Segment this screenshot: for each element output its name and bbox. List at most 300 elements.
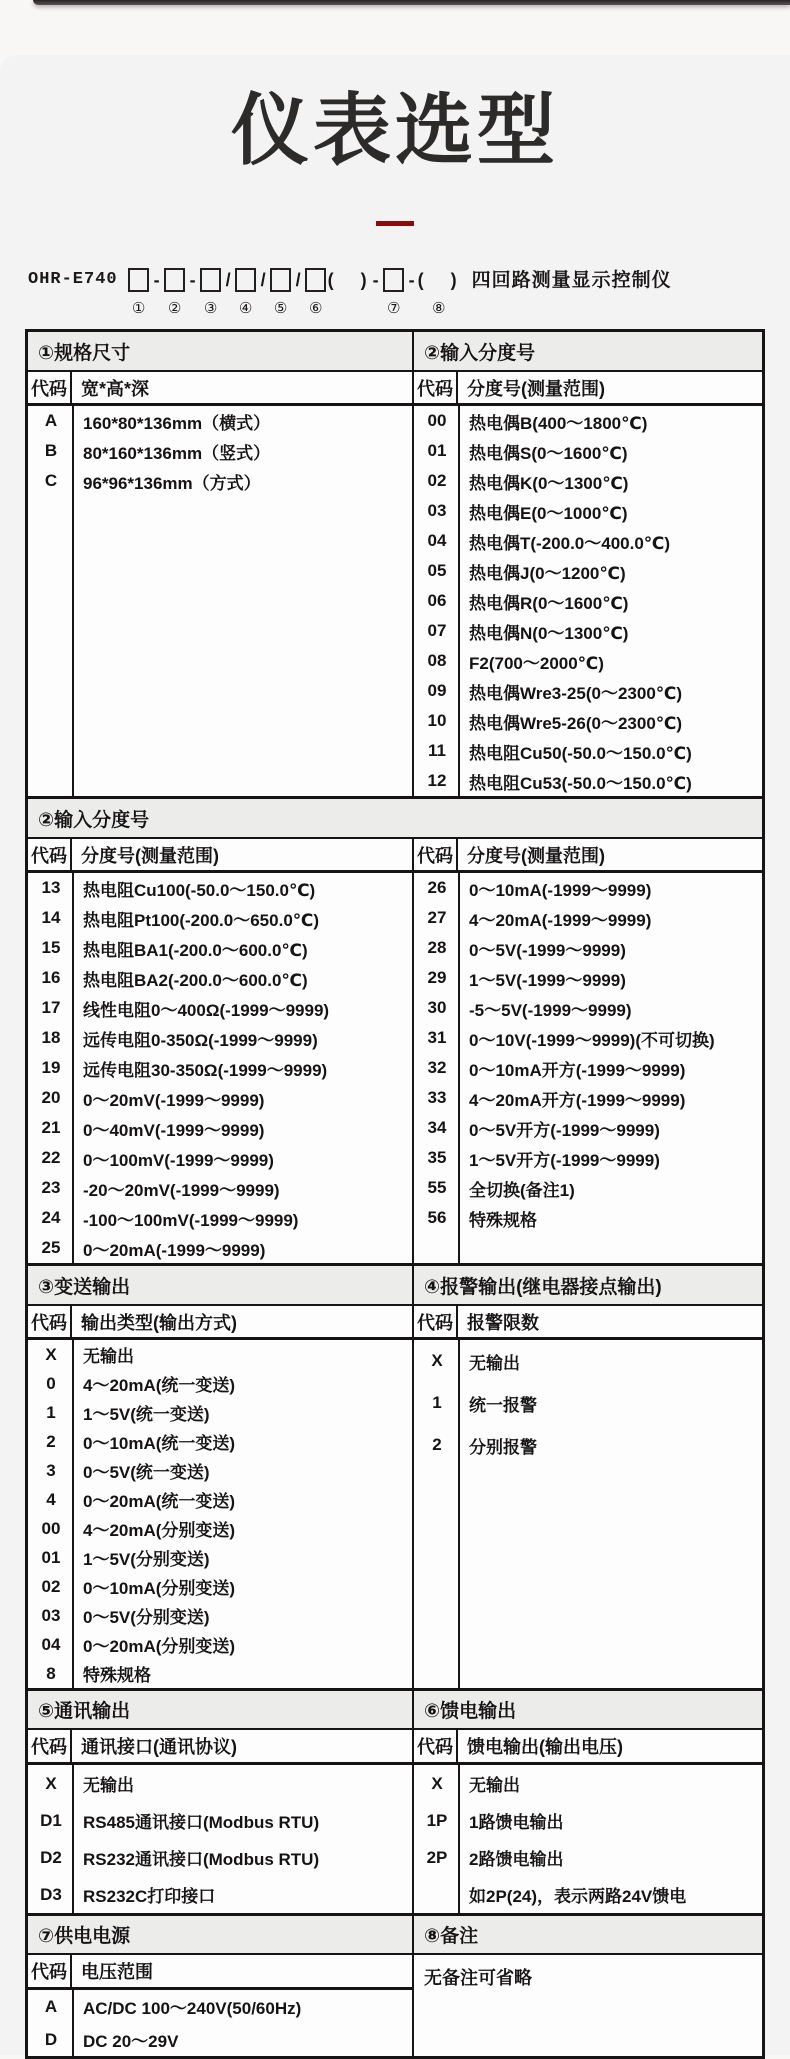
desc-cell: RS232C打印接口 xyxy=(83,1887,216,1906)
code-cell: 02 xyxy=(41,1576,61,1596)
desc-cell: 0～5V(统一变送) xyxy=(83,1463,210,1482)
model-suffix: 四回路测量显示控制仪 xyxy=(471,270,672,291)
column-header-code: 代码 xyxy=(414,372,458,403)
desc-cell: 0～20mA(分别变送) xyxy=(83,1637,236,1656)
table-row xyxy=(414,526,762,556)
panel-body xyxy=(414,1955,762,2056)
desc-cell: 2路馈电输出 xyxy=(469,1850,564,1869)
column-header-row xyxy=(414,372,762,406)
table-row xyxy=(414,1113,762,1143)
model-slots xyxy=(127,268,460,316)
code-cell: X xyxy=(431,1773,443,1793)
desc-cell: 96*96*136mm（方式） xyxy=(83,473,261,493)
column-divider xyxy=(458,1340,460,1688)
desc-cell: F2(700～2000℃) xyxy=(469,653,604,673)
model-code-box xyxy=(164,268,185,292)
desc-cell: 4～20mA(统一变送) xyxy=(83,1376,236,1395)
model-paren: ( ) xyxy=(327,270,370,290)
table-row xyxy=(28,873,412,903)
desc-cell: 热电阻Pt100(-200.0～650.0℃) xyxy=(83,910,320,930)
table-row xyxy=(414,1173,762,1203)
table-row xyxy=(28,933,412,963)
model-code-box xyxy=(128,268,149,292)
model-prefix: OHR-E740 xyxy=(28,270,118,289)
desc-cell: 无输出 xyxy=(83,1776,134,1795)
panel-right xyxy=(414,372,762,796)
desc-cell: 4～20mA(分别变送) xyxy=(83,1521,236,1540)
table-row xyxy=(28,1839,412,1876)
accent-dash xyxy=(376,221,414,226)
section-title: ⑥馈电输出 xyxy=(424,1701,517,1722)
panel-right xyxy=(414,839,762,1263)
column-divider xyxy=(458,1765,460,1913)
column-header-code: 代码 xyxy=(28,839,72,870)
desc-cell: 热电偶E(0～1000℃) xyxy=(469,503,628,523)
section-title: ⑤通讯输出 xyxy=(28,1691,414,1728)
desc-cell: 特殊规格 xyxy=(83,1666,151,1685)
table-row xyxy=(414,873,762,903)
column-header-row xyxy=(414,839,762,873)
code-cell: 14 xyxy=(41,908,61,927)
desc-cell: 1路馈电输出 xyxy=(469,1813,564,1832)
panel-body xyxy=(414,1765,762,1913)
column-header-code: 代码 xyxy=(28,1306,72,1337)
code-cell: A xyxy=(44,411,58,430)
column-header-row xyxy=(28,1730,412,1765)
code-cell: 04 xyxy=(41,1634,61,1654)
section-title-row xyxy=(28,332,762,372)
code-cell: 06 xyxy=(427,591,447,610)
desc-cell: 无输出 xyxy=(83,1347,134,1366)
code-cell: 27 xyxy=(427,908,447,927)
code-cell: 34 xyxy=(427,1118,447,1137)
model-marker: ⑥ xyxy=(308,300,323,317)
code-cell: 33 xyxy=(427,1088,447,1107)
model-slot xyxy=(199,268,223,316)
panel-left xyxy=(28,1306,414,1688)
table-row xyxy=(28,2023,412,2056)
model-code-box xyxy=(383,268,404,292)
panel-body xyxy=(28,406,412,796)
desc-cell: 分别报警 xyxy=(469,1437,537,1457)
code-cell: 30 xyxy=(427,998,447,1017)
column-header-desc: 宽*高*深 xyxy=(81,378,150,399)
desc-cell: 0～5V(-1999～9999) xyxy=(469,940,626,960)
desc-cell: 0～20mV(-1999～9999) xyxy=(83,1090,265,1110)
code-cell: 29 xyxy=(427,968,447,987)
column-header-code: 代码 xyxy=(28,1955,72,1987)
table-row xyxy=(28,1659,412,1688)
table-row xyxy=(414,1802,762,1839)
column-header-desc: 分度号(测量范围) xyxy=(81,845,219,866)
code-cell: 0 xyxy=(46,1373,56,1393)
code-cell: 21 xyxy=(41,1118,61,1137)
code-cell: 2P xyxy=(426,1847,448,1867)
desc-cell: 热电偶Wre3-25(0～2300℃) xyxy=(469,683,683,703)
desc-cell: 热电阻Cu100(-50.0～150.0℃) xyxy=(83,880,316,900)
code-cell: 07 xyxy=(427,621,447,640)
table-row xyxy=(414,1765,762,1802)
desc-cell: 4～20mA开方(-1999～9999) xyxy=(469,1090,686,1110)
code-cell: 56 xyxy=(427,1208,447,1227)
table-row xyxy=(414,736,762,766)
panel-body xyxy=(414,1340,762,1688)
desc-cell: 0～10mA(统一变送) xyxy=(83,1434,236,1453)
desc-cell: 0～10V(-1999～9999)(不可切换) xyxy=(469,1030,715,1050)
note-cell: 无备注可省略 xyxy=(424,1968,532,1988)
table-row xyxy=(414,1083,762,1113)
code-cell: 10 xyxy=(427,711,447,730)
panel-body xyxy=(28,1990,412,2056)
code-cell: 32 xyxy=(427,1058,447,1077)
table-row xyxy=(28,993,412,1023)
desc-cell: 热电偶K(0～1300℃) xyxy=(469,473,629,493)
desc-cell: 特殊规格 xyxy=(469,1210,537,1230)
column-divider xyxy=(72,1990,74,2056)
table-row xyxy=(28,1876,412,1913)
desc-cell: 远传电阻30-350Ω(-1999～9999) xyxy=(83,1060,328,1080)
code-cell: 15 xyxy=(41,938,61,957)
table-row xyxy=(414,903,762,933)
section-title-row xyxy=(28,1688,762,1730)
code-cell: 00 xyxy=(41,1518,61,1538)
section-body xyxy=(28,1955,762,2056)
code-cell: 03 xyxy=(427,501,447,520)
section-title: ⑦供电电源 xyxy=(28,1916,414,1953)
table-row xyxy=(28,1113,412,1143)
section-title: ④报警输出(继电器接点输出) xyxy=(424,1276,662,1298)
column-header-desc: 报警限数 xyxy=(467,1312,539,1333)
table-row xyxy=(414,466,762,496)
table-row xyxy=(414,1203,762,1233)
code-cell: 2 xyxy=(432,1435,442,1454)
panel-left xyxy=(28,1730,414,1913)
table-row xyxy=(28,1514,412,1543)
table-row xyxy=(414,646,762,676)
desc-cell: 无输出 xyxy=(469,1776,520,1795)
code-cell: 04 xyxy=(427,531,447,550)
table-row xyxy=(28,1601,412,1630)
panel-body xyxy=(28,873,412,1263)
panel-left xyxy=(28,839,414,1263)
desc-cell: -20～20mV(-1999～9999) xyxy=(83,1180,280,1200)
desc-cell: 热电偶N(0～1300℃) xyxy=(469,623,629,643)
code-cell: 24 xyxy=(41,1208,61,1227)
code-cell: 01 xyxy=(41,1547,61,1567)
code-cell: A xyxy=(44,1996,58,2016)
table-row xyxy=(414,556,762,586)
desc-cell: 0～20mA(统一变送) xyxy=(83,1492,236,1511)
code-cell: 25 xyxy=(41,1238,61,1257)
code-cell: 00 xyxy=(427,411,447,430)
code-cell: 11 xyxy=(428,741,446,760)
desc-cell: RS485通讯接口(Modbus RTU) xyxy=(83,1813,320,1832)
code-cell: 31 xyxy=(427,1028,447,1047)
desc-cell: 无输出 xyxy=(469,1353,520,1373)
column-header-desc: 馈电输出(输出电压) xyxy=(467,1737,623,1757)
desc-cell: 160*80*136mm（横式） xyxy=(83,413,271,433)
code-cell: 2 xyxy=(46,1431,56,1451)
table-row xyxy=(28,1083,412,1113)
model-marker: ③ xyxy=(203,300,218,317)
code-cell: 26 xyxy=(427,878,447,897)
desc-cell: 热电偶B(400～1800℃) xyxy=(469,413,648,433)
desc-cell: 热电阻BA2(-200.0～600.0℃) xyxy=(83,970,308,990)
column-divider xyxy=(458,406,460,796)
section-title: ②输入分度号 xyxy=(28,796,762,839)
table-row xyxy=(414,1023,762,1053)
table-row xyxy=(28,1630,412,1659)
column-header-code: 代码 xyxy=(28,1730,72,1762)
panel-right xyxy=(414,1306,762,1688)
code-cell: D1 xyxy=(40,1810,62,1830)
desc-cell: 热电偶T(-200.0～400.0℃) xyxy=(469,533,671,553)
column-header-row xyxy=(28,1955,412,1990)
table-row xyxy=(28,1173,412,1203)
model-separator: - xyxy=(408,270,415,290)
table-row xyxy=(414,1839,762,1876)
table-row xyxy=(28,1398,412,1427)
table-row xyxy=(414,766,762,796)
panel-right xyxy=(414,1730,762,1913)
code-cell: D3 xyxy=(40,1884,62,1904)
model-marker: ⑧ xyxy=(431,300,446,317)
model-marker: ⑦ xyxy=(386,300,401,317)
model-code-box xyxy=(235,268,256,292)
table-row xyxy=(414,963,762,993)
section-title-row xyxy=(28,1913,762,1955)
content-card xyxy=(0,55,790,2055)
desc-cell: 热电阻BA1(-200.0～600.0℃) xyxy=(83,940,308,960)
desc-cell: 全切换(备注1) xyxy=(469,1180,575,1200)
column-header-row xyxy=(28,372,412,406)
model-marker: ① xyxy=(131,300,146,317)
table-row xyxy=(28,1233,412,1263)
desc-cell: RS232通讯接口(Modbus RTU) xyxy=(83,1850,320,1869)
column-divider xyxy=(72,1765,74,1913)
model-code-box xyxy=(270,268,291,292)
desc-cell: 1～5V(-1999～9999) xyxy=(469,970,626,990)
model-paren: ( ) xyxy=(417,270,460,290)
table-row xyxy=(28,1572,412,1601)
table-row xyxy=(28,903,412,933)
table-row xyxy=(28,1369,412,1398)
table-row xyxy=(28,1053,412,1083)
code-cell: 1P xyxy=(426,1810,448,1830)
desc-cell: 远传电阻0-350Ω(-1999～9999) xyxy=(83,1030,318,1050)
desc-cell: 0～5V开方(-1999～9999) xyxy=(469,1120,660,1140)
desc-cell: 0～10mA(-1999～9999) xyxy=(469,880,652,900)
desc-cell: 热电阻Cu50(-50.0～150.0℃) xyxy=(469,743,692,763)
model-separator: - xyxy=(372,270,379,290)
panel-body xyxy=(28,1340,412,1688)
panel-body xyxy=(414,873,762,1263)
model-slot xyxy=(418,268,460,316)
column-header-row xyxy=(414,1730,762,1765)
desc-cell: -5～5V(-1999～9999) xyxy=(469,1000,632,1020)
code-cell: 17 xyxy=(41,998,61,1017)
model-slot xyxy=(234,268,258,316)
column-header-row xyxy=(414,1306,762,1340)
table-row xyxy=(414,1876,762,1913)
desc-cell: 0～10mA开方(-1999～9999) xyxy=(469,1060,686,1080)
table-row xyxy=(28,1765,412,1802)
table-row xyxy=(28,1802,412,1839)
column-header-desc: 电压范围 xyxy=(81,1962,153,1982)
model-code-line xyxy=(28,268,790,316)
table-row xyxy=(28,963,412,993)
model-separator: / xyxy=(295,270,301,290)
desc-cell: 1～5V(统一变送) xyxy=(83,1405,210,1424)
column-divider xyxy=(458,873,460,1263)
model-slot xyxy=(382,268,406,316)
section-title: ②输入分度号 xyxy=(424,342,536,364)
section-title: ①规格尺寸 xyxy=(28,332,414,370)
model-code-box xyxy=(200,268,221,292)
column-divider xyxy=(72,1340,74,1688)
desc-cell: 热电偶R(0～1600℃) xyxy=(469,593,629,613)
code-cell: D2 xyxy=(40,1847,62,1867)
table-row xyxy=(28,466,412,496)
desc-cell: 如2P(24)，表示两路24V馈电 xyxy=(469,1887,687,1906)
code-cell: 22 xyxy=(41,1148,61,1167)
column-header-row xyxy=(28,1306,412,1340)
table-row xyxy=(414,436,762,466)
code-cell: C xyxy=(44,471,58,490)
column-divider xyxy=(72,873,74,1263)
desc-cell: 80*160*136mm（竖式） xyxy=(83,443,271,463)
code-cell: 4 xyxy=(46,1489,56,1509)
table-row xyxy=(28,1427,412,1456)
desc-cell: 热电偶Wre5-26(0～2300℃) xyxy=(469,713,683,733)
model-slot xyxy=(304,268,328,316)
column-header-code: 代码 xyxy=(414,1730,458,1762)
desc-cell: AC/DC 100～240V(50/60Hz) xyxy=(83,1999,302,2018)
section-body xyxy=(28,839,762,1263)
code-cell: 8 xyxy=(46,1663,56,1683)
section-body xyxy=(28,1306,762,1688)
table-row xyxy=(414,706,762,736)
desc-cell: 线性电阻0～400Ω(-1999～9999) xyxy=(83,1000,330,1020)
table-row xyxy=(28,436,412,466)
desc-cell: 热电偶J(0～1200℃) xyxy=(469,563,626,583)
column-header-row xyxy=(28,839,412,873)
code-cell: 23 xyxy=(41,1178,61,1197)
desc-cell: 热电阻Cu53(-50.0～150.0℃) xyxy=(469,773,692,793)
code-cell: 20 xyxy=(41,1088,61,1107)
code-cell: 1 xyxy=(46,1402,56,1422)
code-cell: 02 xyxy=(427,471,447,490)
desc-cell: 热电偶S(0～1600℃) xyxy=(469,443,628,463)
table-row xyxy=(28,1485,412,1514)
desc-cell: 0～10mA(分别变送) xyxy=(83,1579,236,1598)
table-row xyxy=(414,496,762,526)
desc-cell: 0～5V(分别变送) xyxy=(83,1608,210,1627)
model-separator: / xyxy=(225,270,231,290)
column-header-desc: 输出类型(输出方式) xyxy=(81,1312,237,1333)
table-row xyxy=(28,1990,412,2023)
code-cell: 19 xyxy=(41,1058,61,1077)
panel-body xyxy=(414,406,762,796)
table-row xyxy=(28,406,412,436)
top-divider-bar xyxy=(33,0,790,5)
code-cell: 55 xyxy=(427,1178,447,1197)
table-row xyxy=(414,616,762,646)
desc-cell: 4～20mA(-1999～9999) xyxy=(469,910,652,930)
table-row xyxy=(414,993,762,1023)
desc-cell: 1～5V(分别变送) xyxy=(83,1550,210,1569)
panel-left xyxy=(28,1955,414,2056)
code-cell: D xyxy=(44,2029,58,2049)
table-row xyxy=(28,1143,412,1173)
section-body xyxy=(28,1730,762,1913)
selection-table xyxy=(25,329,765,2059)
table-row xyxy=(28,1543,412,1572)
model-slot xyxy=(163,268,187,316)
panel-left xyxy=(28,372,414,796)
table-row xyxy=(414,406,762,436)
desc-cell: 0～20mA(-1999～9999) xyxy=(83,1240,266,1260)
column-header-desc: 通讯接口(通讯协议) xyxy=(81,1737,237,1757)
code-cell: 12 xyxy=(427,771,447,790)
table-row xyxy=(414,1424,762,1466)
section-title-row xyxy=(28,1263,762,1306)
code-cell: 1 xyxy=(432,1393,442,1412)
code-cell: 13 xyxy=(41,878,61,897)
code-cell: 28 xyxy=(427,938,447,957)
column-header-code: 代码 xyxy=(28,372,72,403)
code-cell: 03 xyxy=(41,1605,61,1625)
table-row xyxy=(28,1023,412,1053)
code-cell: 05 xyxy=(427,561,447,580)
model-separator: - xyxy=(153,270,160,290)
desc-cell: DC 20～29V xyxy=(83,2032,179,2051)
column-divider xyxy=(72,406,74,796)
table-row xyxy=(414,1340,762,1382)
desc-cell: 0～40mV(-1999～9999) xyxy=(83,1120,265,1140)
model-slot xyxy=(127,268,151,316)
code-cell: 3 xyxy=(46,1460,56,1480)
model-marker: ② xyxy=(167,300,182,317)
code-cell: 08 xyxy=(427,651,447,670)
section-title: ⑧备注 xyxy=(424,1926,479,1947)
model-marker: ⑤ xyxy=(273,300,288,317)
desc-cell: -100～100mV(-1999～9999) xyxy=(83,1210,299,1230)
table-row xyxy=(414,586,762,616)
column-header-desc: 分度号(测量范围) xyxy=(467,378,605,399)
code-cell: 01 xyxy=(427,441,447,460)
model-code-box xyxy=(305,268,326,292)
table-row xyxy=(414,676,762,706)
code-cell: X xyxy=(45,1344,57,1364)
code-cell: 18 xyxy=(41,1028,61,1047)
table-row xyxy=(414,1143,762,1173)
code-cell: 35 xyxy=(427,1148,447,1167)
table-row xyxy=(414,933,762,963)
code-cell: X xyxy=(45,1773,57,1793)
desc-cell: 0～100mV(-1999～9999) xyxy=(83,1150,274,1170)
desc-cell: 1～5V开方(-1999～9999) xyxy=(469,1150,660,1170)
table-row xyxy=(414,1053,762,1083)
page-title: 仪表选型 xyxy=(230,86,559,174)
table-row xyxy=(414,1382,762,1424)
code-cell: 09 xyxy=(427,681,447,700)
column-header-code: 代码 xyxy=(414,839,458,870)
model-slot xyxy=(328,268,370,301)
model-separator: / xyxy=(260,270,266,290)
desc-cell: 统一报警 xyxy=(469,1395,537,1415)
section-title: ③变送输出 xyxy=(28,1266,414,1304)
